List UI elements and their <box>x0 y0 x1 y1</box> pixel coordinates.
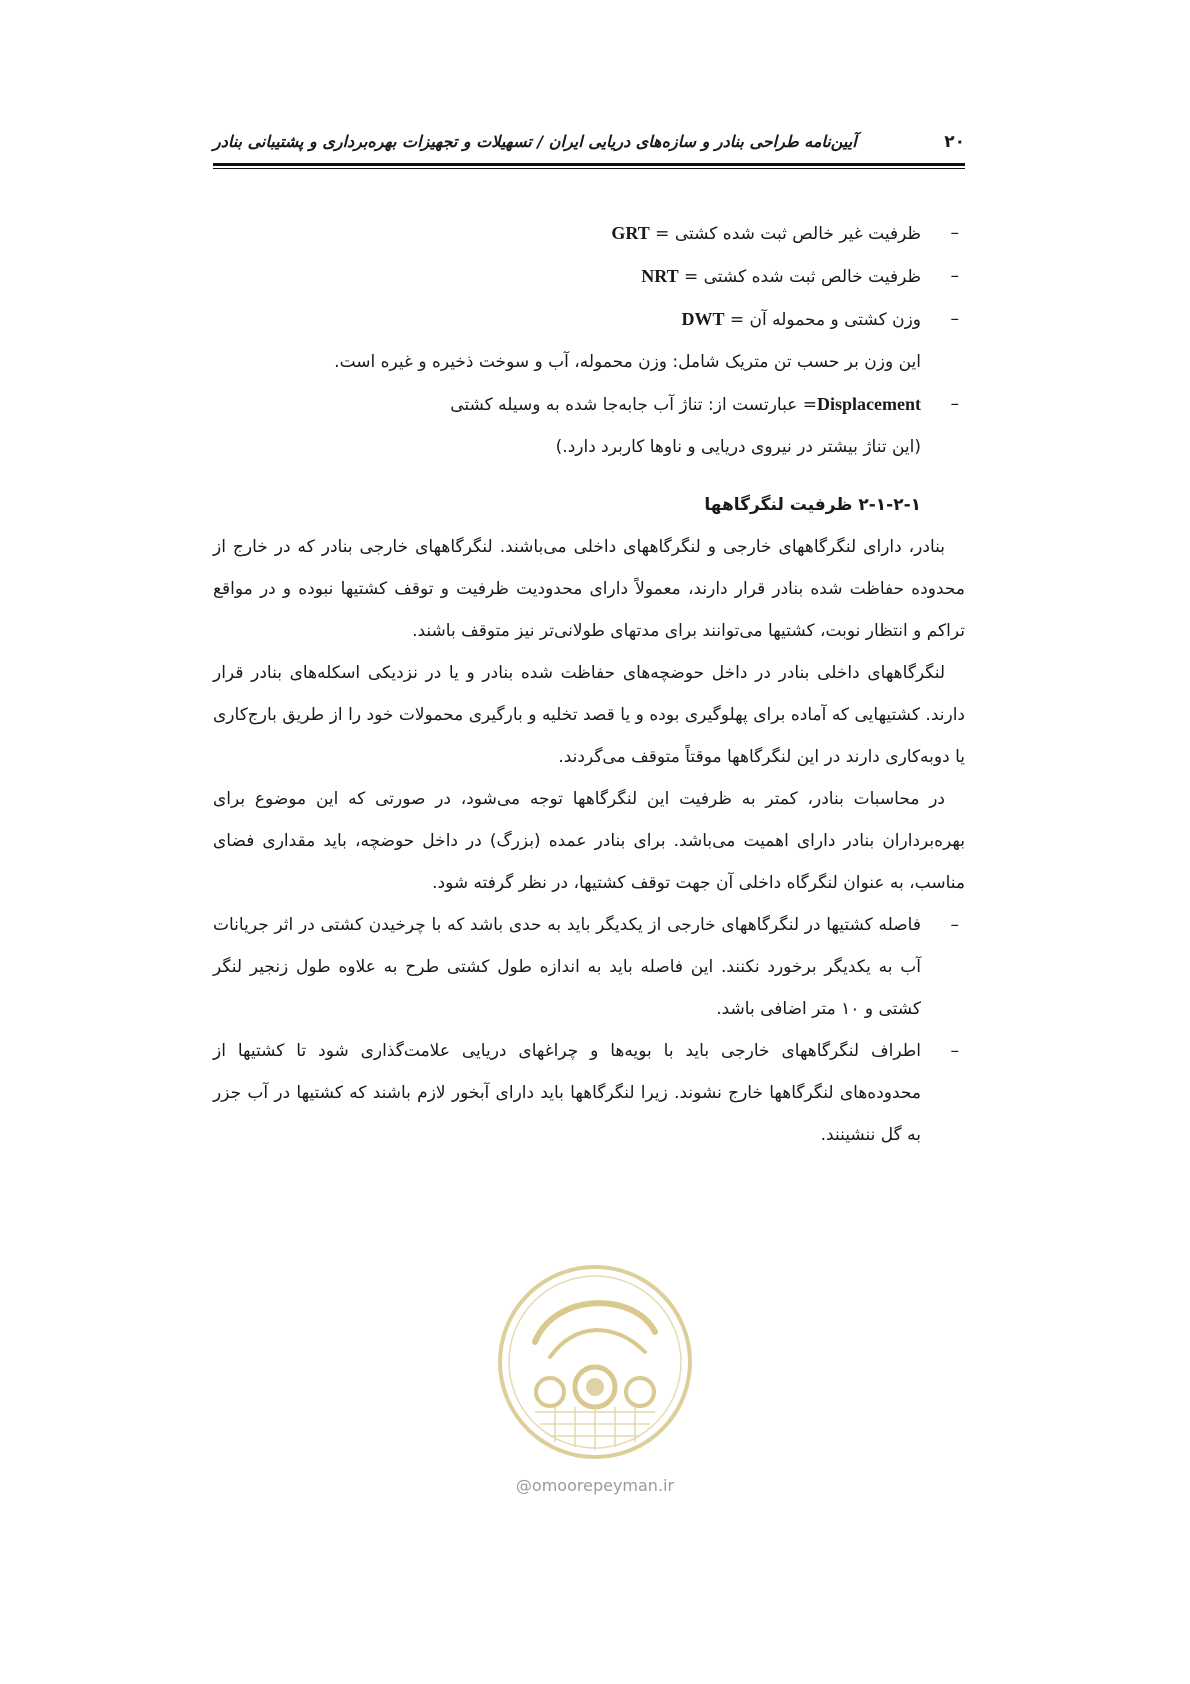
body-content <box>213 212 965 1156</box>
definition-dwt: – وزن کشتی و محموله آن = DWT <box>681 309 959 330</box>
watermark-url: @omoorepeyman.ir <box>515 1476 675 1495</box>
definition-grt: – ظرفیت غیر خالص ثبت شده کشتی = GRT <box>611 223 959 244</box>
page-header <box>213 128 965 164</box>
definition-displacement: – Displacement= عبارتست از: تناژ آب جابه‌جا شده به وسیله کشتی <box>450 394 959 415</box>
seal-icon <box>495 1262 695 1462</box>
running-title: آیین‌نامه طراحی بنادر و سازه‌های دریایی ایران / تسهیلات و تجهیزات بهره‌برداری و پشتیبانی بنادر <box>213 132 857 151</box>
watermark-logo <box>495 1262 695 1462</box>
dwt-note: این وزن بر حسب تن متریک شامل: وزن محموله، آب و سوخت ذخیره و غیره است. <box>334 352 921 372</box>
header-rule <box>213 163 965 166</box>
definition-nrt: – ظرفیت خالص ثبت شده کشتی = NRT <box>641 266 959 287</box>
bullet-item: – فاصله کشتیها در لنگرگاههای خارجی از یکدیگر باید به حدی باشد که با چرخیدن کشتی در اثر جریانات آب به یکدیگر برخورد نکنند. این فاصله باید به اندازه طول کشتی طرح به علاوه طول زنجیر لنگر کشتی و ۱۰ متر اضافی باشد. <box>213 915 959 1019</box>
term-grt: GRT <box>611 223 650 243</box>
header-rule-thin <box>213 168 965 169</box>
paragraph: لنگرگاههای داخلی بنادر در داخل حوضچه‌های حفاظت شده بنادر و یا در نزدیکی اسکله‌های بنادر قرار دارند. کشتیهایی که آماده برای پهلوگیری بوده و یا قصد تخلیه و بارگیری محمولات خود را از طریق بارج‌کاری یا دوبه‌کاری دارند در این لنگرگاهها موقتاً متوقف می‌گردند. <box>213 663 965 767</box>
section-heading: ۲-۱-۲-۱ ظرفیت لنگرگاهها <box>704 495 921 515</box>
page-number: ۲۰ <box>944 132 965 152</box>
paragraph: در محاسبات بنادر، کمتر به ظرفیت این لنگرگاهها توجه می‌شود، در صورتی که این موضوع برای بهره‌برداران بنادر دارای اهمیت می‌باشد. برای بنادر عمده (بزرگ) در داخل حوضچه، باید مقداری فضای مناسب، به عنوان لنگرگاه داخلی آن جهت توقف کشتیها، در نظر گرفته شود. <box>213 789 965 893</box>
term-nrt: NRT <box>641 266 679 286</box>
term-displacement: Displacement <box>817 394 921 414</box>
term-dwt: DWT <box>681 309 725 329</box>
displacement-note: (این تناژ بیشتر در نیروی دریایی و ناوها کاربرد دارد.) <box>555 437 921 457</box>
bullet-item: – اطراف لنگرگاههای خارجی باید با بویه‌ها و چراغهای دریایی علامت‌گذاری شود تا کشتیها از محدوده‌های لنگرگاهها خارج نشوند. زیرا لنگرگاهها باید دارای آبخور لازم باشند که کشتیها در آب جزر به گل ننشینند. <box>213 1041 959 1145</box>
paragraph: بنادر، دارای لنگرگاههای خارجی و لنگرگاههای داخلی می‌باشند. لنگرگاههای خارجی بنادر که در خارج از محدوده حفاظت شده بنادر قرار دارند، معمولاً دارای محدودیت ظرفیت و توقف کشتیها نبوده و در مواقع تراکم و انتظار نوبت، کشتیها می‌توانند برای مدتهای طولانی‌تر نیز متوقف باشند. <box>213 537 965 641</box>
